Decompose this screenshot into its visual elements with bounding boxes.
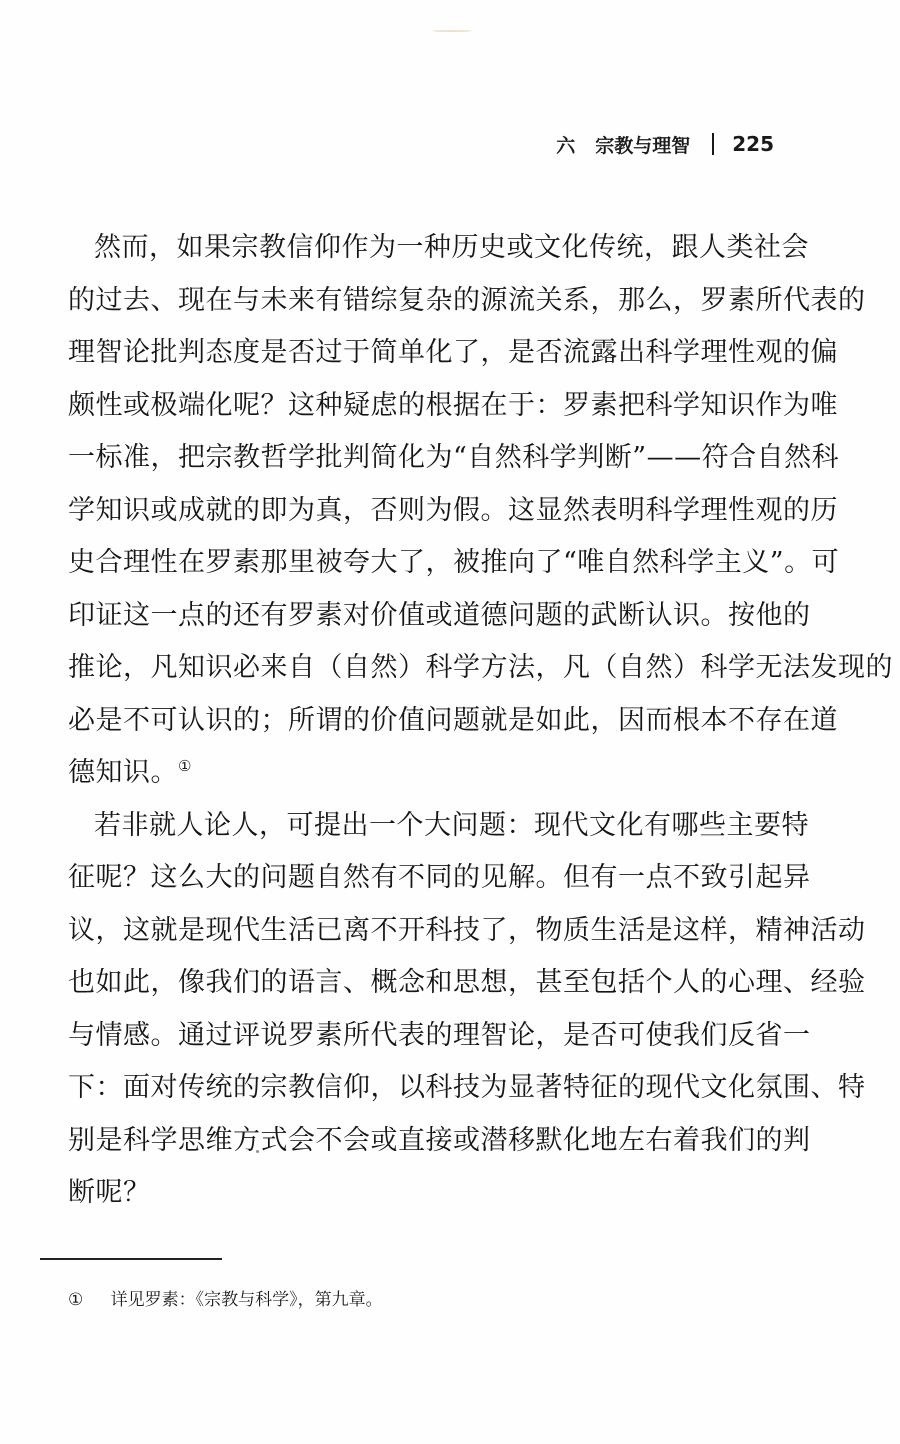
chapter-number: 六 [556,134,576,157]
running-header [556,128,774,160]
text-line: 德知识。 [68,757,178,788]
header-divider [712,133,714,155]
text-line: 必是不可认识的；所谓的价值问题就是如此，因而根本不存在道 [68,704,838,736]
paragraph-end-line [68,747,780,800]
body-text [68,222,893,1220]
text-line: 学知识或成就的即为真，否则为假。这显然表明科学理性观的历 [68,494,838,526]
text-line: 也如此，像我们的语言、概念和思想，甚至包括个人的心理、经验 [68,967,866,998]
text-line: 颇性或极端化呢？这种疑虑的根据在于：罗素把科学知识作为唯 [68,389,838,421]
text-line: 与情感。通过评说罗素所代表的理智论，是否可使我们反省一 [68,1019,811,1051]
text-line: 然而，如果宗教信仰作为一种历史或文化传统，跟人类社会 [94,232,809,263]
text-line: 若非就人论人，可提出一个大问题：现代文化有哪些主要特 [94,809,809,841]
text-line: 的过去、现在与未来有错综复杂的源流关系，那么，罗素所代表的 [68,284,866,316]
text-line: 史合理性在罗素那里被夸大了，被推向了“唯自然科学主义”。可 [68,547,840,578]
footnote [68,1288,383,1312]
text-line: 理智论批判态度是否过于简单化了，是否流露出科学理性观的偏 [68,337,838,368]
footnote-reference[interactable]: ① [178,757,192,775]
text-line: 议，这就是现代生活已离不开科技了，物质生活是这样，精神活动 [68,914,866,946]
chapter-title: 宗教与理智 [595,134,691,157]
text-line: 下：面对传统的宗教信仰，以科技为显著特征的现代文化氛围、特 [68,1072,866,1103]
footnote-divider [40,1258,222,1260]
text-line: 一标准，把宗教哲学批判简化为“自然科学判断”——符合自然科 [68,442,840,473]
text-line: 断呢？ [68,1177,151,1208]
text-line: 别是科学思维方式会不会或直接或潜移默化地左右着我们的判 [68,1124,811,1156]
paper-speck [432,30,472,32]
text-line: 印证这一点的还有罗素对价值或道德问题的武断认识。按他的 [68,599,811,631]
footnote-text: 详见罗素：《宗教与科学》，第九章。 [110,1290,383,1310]
footnote-number: ① [68,1290,84,1310]
text-line: 推论，凡知识必来自（自然）科学方法，凡（自然）科学无法发现的 [68,652,893,683]
text-line: 征呢？这么大的问题自然有不同的见解。但有一点不致引起异 [68,862,811,893]
page-number: 225 [732,132,774,156]
